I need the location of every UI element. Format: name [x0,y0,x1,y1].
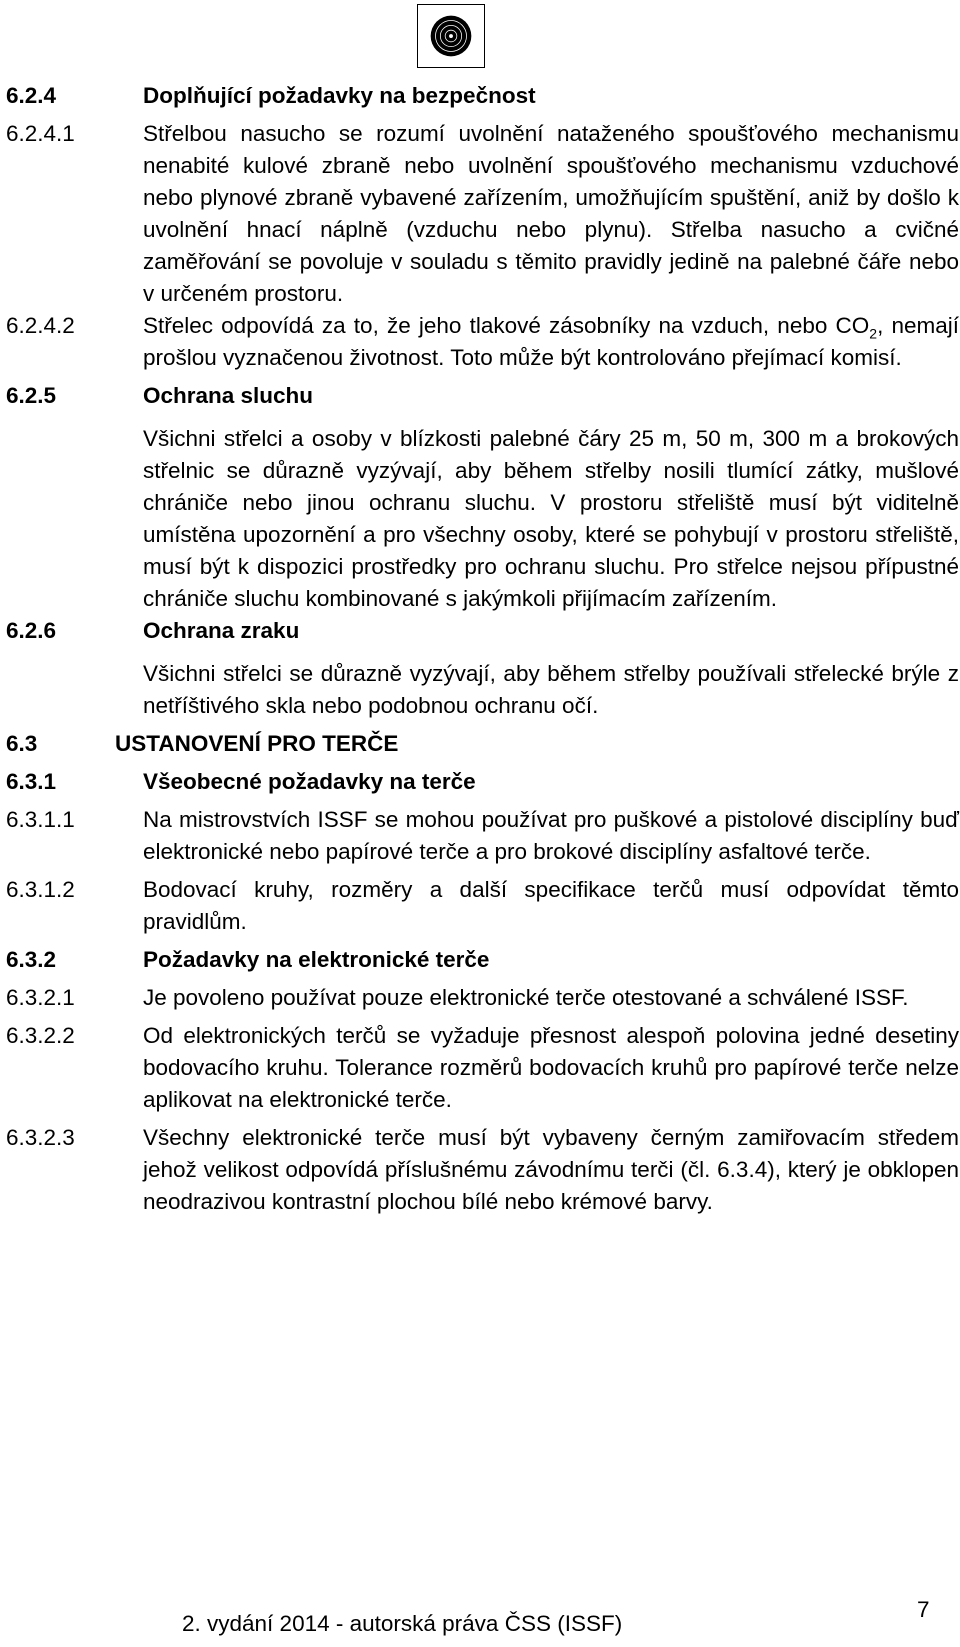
section-title: Ochrana zraku [143,618,300,643]
section-6-2-6-text: Všichni střelci se důrazně vyzývají, aby během střelby používali střelecké brýle z netříštivého skla nebo podobnou ochranu očí. [143,661,959,718]
clause-text: Všechny elektronické terče musí být vybaveny černým zamiřovacím středem jehož velikost odpovídá příslušnému závodnímu terči (čl. 6.3.4), který je obklopen neodrazivou kontrastní plochou bílé nebo krémové barvy. [143,1125,959,1214]
footer-text: 2. vydání 2014 - autorská práva ČSS (ISSF) [182,1611,623,1636]
clause-6-2-4-1 [6,118,959,310]
clause-text: Je povoleno používat pouze elektronické terče otestované a schválené ISSF. [143,985,909,1010]
section-title: Ochrana sluchu [143,383,314,408]
section-number: 6.3 [6,731,38,756]
section-number: 6.3.1 [6,769,57,794]
page-footer [0,1597,960,1637]
clause-6-3-2-1 [6,982,959,1014]
clause-number: 6.3.1.1 [6,807,75,832]
clause-text: Od elektronických terčů se vyžaduje přesnost alespoň polovina jedné desetiny bodovacího kruhu. Tolerance rozměrů bodovacích kruhů pro papírové terče nelze aplikovat na elektronické terče. [143,1023,959,1112]
section-6-2-4-heading [6,80,959,112]
clause-6-3-1-2 [6,874,959,938]
section-number: 6.2.5 [6,383,57,408]
clause-6-3-2-3 [6,1122,959,1218]
clause-6-3-2-2 [6,1020,959,1116]
clause-text: Na mistrovstvích ISSF se mohou používat pro puškové a pistolové disciplíny buď elektronické nebo papírové terče a pro brokové disciplíny asfaltové terče. [143,807,959,864]
section-6-3-1-heading [6,766,959,798]
section-number: 6.3.2 [6,947,57,972]
clause-text-part-a: Střelec odpovídá za to, že jeho tlakové zásobníky na vzduch, nebo CO [143,313,870,338]
target-logo [417,4,485,68]
clause-6-3-1-1 [6,804,959,868]
section-6-3-2-heading [6,944,959,976]
clause-number: 6.3.2.1 [6,985,75,1010]
target-icon [418,5,484,67]
section-title: Všeobecné požadavky na terče [143,769,476,794]
clause-number: 6.3.2.2 [6,1023,75,1048]
clause-6-2-4-2 [6,310,959,374]
document-body [6,80,959,1218]
clause-text-part-b: , nemají prošlou vyznačenou životnost. Toto může být kontrolováno přejímací komisí. [143,313,959,370]
section-6-2-6-heading [6,615,959,647]
clause-text [143,310,959,374]
section-title: Požadavky na elektronické terče [143,947,490,972]
section-title: Doplňující požadavky na bezpečnost [143,83,536,108]
subscript: 2 [869,325,878,342]
clause-number: 6.2.4.1 [6,121,75,146]
section-title: USTANOVENÍ PRO TERČE [115,731,399,756]
section-6-2-5-heading [6,380,959,412]
clause-number: 6.3.2.3 [6,1125,75,1150]
section-6-2-5-text: Všichni střelci a osoby v blízkosti palebné čáry 25 m, 50 m, 300 m a brokových střelnic se důrazně vyzývají, aby během střelby nosili tlumící zátky, mušlové chrániče nebo jinou ochranu sluchu. V prostoru střeliště musí být viditelně umístěna upozornění a pro všechny osoby, které se pohybují v prostoru střeliště, musí být k dispozici prostředky pro ochranu sluchu. Pro střelce nejsou přípustné chrániče sluchu kombinované s jakýmkoli přijímacím zařízením. [143,426,959,611]
section-6-3-heading [6,728,959,760]
section-number: 6.2.4 [6,83,57,108]
clause-number: 6.2.4.2 [6,313,75,338]
clause-text: Střelbou nasucho se rozumí uvolnění nataženého spoušťového mechanismu nenabité kulové zbraně nebo uvolnění spoušťového mechanismu vzduchové nebo plynové zbraně vybavené zařízením, umožňujícím spuštění, aniž by došlo k uvolnění hnací náplně (vzduchu nebo plynu). Střelba nasucho a cvičné zaměřování se povoluje v souladu s těmito pravidly jedině na palebné čáře nebo v určeném prostoru. [143,121,959,306]
section-number: 6.2.6 [6,618,57,643]
page-number: 7 [917,1597,930,1622]
clause-text: Bodovací kruhy, rozměry a další specifikace terčů musí odpovídat těmto pravidlům. [143,877,959,934]
clause-number: 6.3.1.2 [6,877,75,902]
